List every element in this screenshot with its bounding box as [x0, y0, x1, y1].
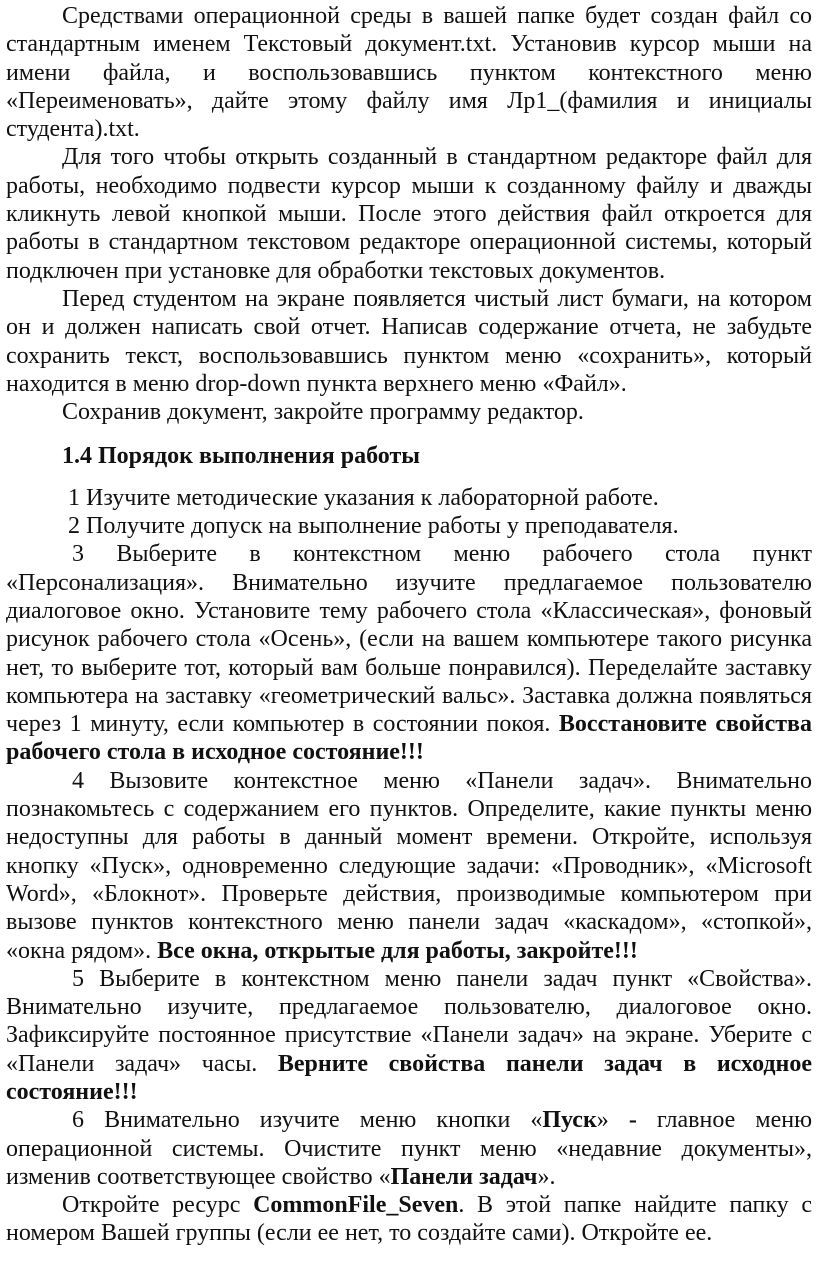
- resource-text-b: . В этой папке найдите папку с номером Вашей группы (если ее нет, то создайте сами). Откройте ее.: [6, 1192, 813, 1247]
- step-2: 2 Получите допуск на выполнение работы у преподавателя.: [68, 513, 679, 540]
- step-3: [6, 540, 812, 766]
- paragraph-close-editor: Сохранив документ, закройте программу редактор.: [62, 399, 584, 426]
- step-4-emphasis: Все окна, открытые для работы, закройте!!!: [157, 937, 638, 964]
- step-6-text-b: »: [596, 1107, 629, 1134]
- step-5-emphasis: Верните свойства панели задач в исходное состояние!!!: [6, 1050, 812, 1105]
- step-6-dash: -: [628, 1107, 637, 1134]
- document-page: [6, 2, 812, 1248]
- paragraph-open-resource: [6, 1191, 812, 1248]
- paragraph-write-report: Перед студентом на экране появляется чистый лист бумаги, на котором он и должен написать свой отчет. Написав содержание отчета, не забудьте сохранить текст, воспользовавшись пунктом меню «сохранить», который находится в меню drop-down пункта верхнего меню «Файл».: [6, 285, 812, 397]
- step-3-text: 3 Выберите в контекстном меню рабочего стола пункт «Персонализация». Внимательно изучите предлагаемое пользователю диалоговое окно. Установите тему рабочего стола «Классическая», фоновый рисунок рабочего стола «Осень», (если на вашем компьютере такого рисунка нет, то выберите тот, который вам больше понравился). Переделайте заставку компьютера на заставку «геометрический вальс». Заставка должна появляться через 1 минуту, если компьютер в состоянии покоя.: [6, 541, 812, 738]
- step-1: 1 Изучите методические указания к лабораторной работе.: [68, 484, 659, 511]
- step-5-text: 5 Выберите в контекстном меню панели задач пункт «Свойства». Внимательно изучите, предлагаемое пользователю, диалоговое окно. Зафиксируйте постоянное присутствие «Панели задач» на экране. Уберите с «Панели задач» часы.: [6, 965, 812, 1077]
- step-6-start-label: Пуск: [542, 1107, 597, 1134]
- step-6-taskbar-label: Панели задач: [390, 1163, 538, 1190]
- resource-text-a: Откройте ресурс: [62, 1192, 254, 1219]
- step-6-text-a: 6 Внимательно изучите меню кнопки «: [72, 1107, 543, 1134]
- paragraph-rename-file: Средствами операционной среды в вашей папке будет создан файл со стандартным именем Текстовый документ.txt. Установив курсор мыши на имени файла, и воспользовавшись пунктом контекстного меню «Переименовать», дайте этому файлу имя Лр1_(фамилия и инициалы студента).txt.: [6, 3, 812, 143]
- step-5: [6, 965, 812, 1106]
- step-6-text-c: главное меню операционной системы. Очистите пункт меню «недавние документы», изменив соответствующее свойство «: [6, 1107, 812, 1190]
- step-4-text: 4 Вызовите контекстное меню «Панели задач». Внимательно познакомьтесь с содержанием его пунктов. Определите, какие пункты меню недоступны для работы в данный момент времени. Откройте, используя кнопку «Пуск», одновременно следующие задачи: «Проводник», «Microsoft Word», «Блокнот». Проверьте действия, производимые компьютером при вызове пунктов контекстного меню панели задач «каскадом», «стопкой», «окна рядом».: [6, 767, 812, 964]
- step-4: [6, 767, 812, 965]
- resource-name: CommonFile_Seven: [253, 1192, 459, 1219]
- step-6: [6, 1106, 812, 1191]
- paragraph-open-file: Для того чтобы открыть созданный в стандартном редакторе файл для работы, необходимо подвести курсор мыши к созданному файлу и дважды кликнуть левой кнопкой мыши. После этого действия файл откроется для работы в стандартном текстовом редакторе операционной системы, который подключен при установке для обработки текстовых документов.: [6, 144, 812, 284]
- step-6-text-d: ».: [537, 1163, 556, 1190]
- section-heading: 1.4 Порядок выполнения работы: [62, 443, 421, 470]
- step-3-emphasis: Восстановите свойства рабочего стола в исходное состояние!!!: [6, 711, 812, 766]
